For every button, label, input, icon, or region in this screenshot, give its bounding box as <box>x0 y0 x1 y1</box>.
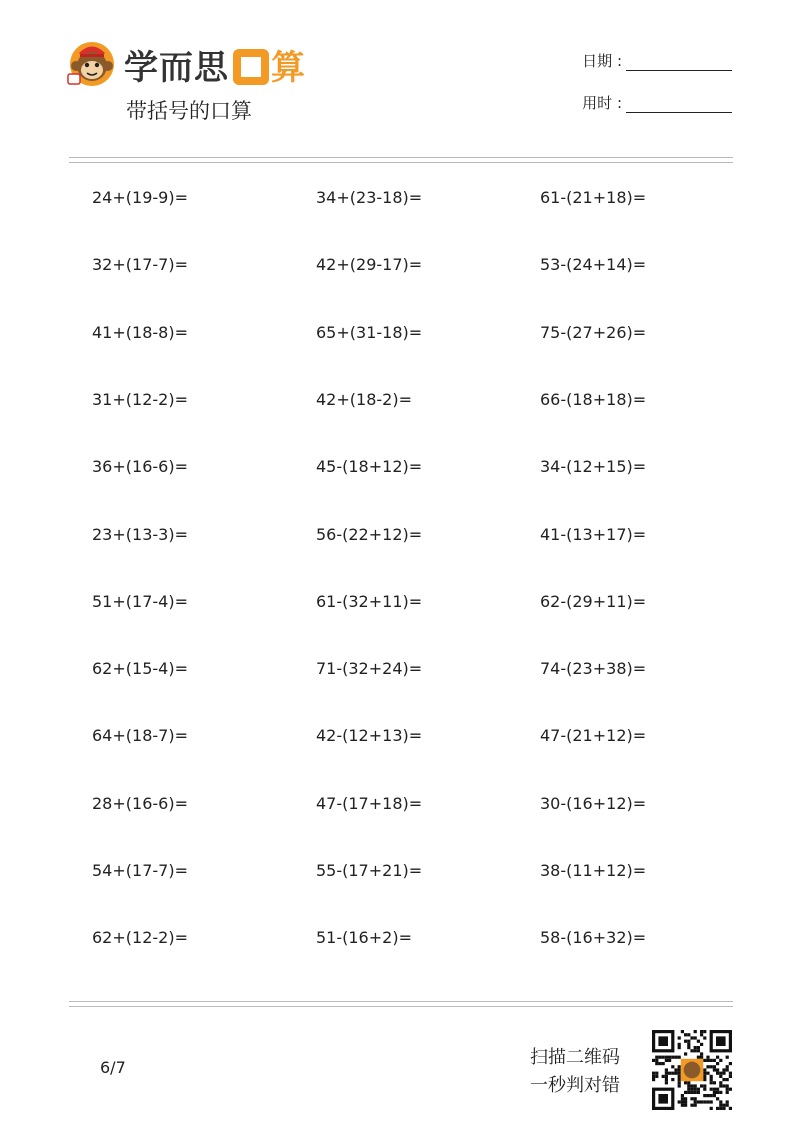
problem-item: 64+(18-7)= <box>92 726 188 746</box>
divider <box>69 157 733 158</box>
monkey-mascot-icon <box>66 36 118 88</box>
problem-item: 61-(32+11)= <box>316 591 423 611</box>
problem-item: 51-(16+2)= <box>316 928 412 948</box>
divider <box>69 1006 733 1007</box>
problem-item: 47-(17+18)= <box>316 793 423 813</box>
brand-title <box>124 40 306 89</box>
problem-item: 45-(18+12)= <box>316 457 423 477</box>
problem-item: 61-(21+18)= <box>540 188 647 207</box>
problem-item: 31+(12-2)= <box>92 389 188 409</box>
problem-item: 62-(29+11)= <box>540 591 647 611</box>
problem-item: 58-(16+32)= <box>540 928 647 948</box>
problem-item: 42+(29-17)= <box>316 255 423 275</box>
problem-item: 34+(23-18)= <box>316 188 423 207</box>
time-field[interactable] <box>582 92 732 113</box>
problem-item: 38-(11+12)= <box>540 861 647 880</box>
problem-item: 42-(12+13)= <box>316 726 423 746</box>
date-blank[interactable] <box>626 54 732 71</box>
problem-item: 32+(17-7)= <box>92 255 188 275</box>
problem-item: 66-(18+18)= <box>540 389 647 409</box>
problem-item: 34-(12+15)= <box>540 457 647 477</box>
scan-caption <box>530 1044 620 1100</box>
problem-item: 75-(27+26)= <box>540 322 647 342</box>
problem-item: 42+(18-2)= <box>316 389 412 409</box>
problem-item: 41-(13+17)= <box>540 524 647 544</box>
problem-item: 47-(21+12)= <box>540 726 647 746</box>
brand-accent-text: 算 <box>271 48 306 88</box>
worksheet-header <box>0 0 800 160</box>
problem-item: 23+(13-3)= <box>92 524 188 544</box>
problem-item: 41+(18-8)= <box>92 322 188 342</box>
problem-item: 62+(12-2)= <box>92 928 188 948</box>
qr-code-icon[interactable] <box>652 1030 732 1110</box>
problem-item: 30-(16+12)= <box>540 793 647 813</box>
page-number: 6/7 <box>100 1058 126 1077</box>
date-label: 日期 : <box>582 52 622 70</box>
problem-item: 55-(17+21)= <box>316 861 423 880</box>
problem-item: 71-(32+24)= <box>316 659 423 679</box>
time-label: 用时 : <box>582 94 622 112</box>
problem-item: 28+(16-6)= <box>92 793 188 813</box>
worksheet-subtitle: 带括号的口算 <box>126 99 252 123</box>
problem-item: 65+(31-18)= <box>316 322 423 342</box>
divider <box>69 1001 733 1002</box>
problem-item: 62+(15-4)= <box>92 659 188 679</box>
scan-line-1: 扫描二维码 <box>530 1047 620 1068</box>
problem-item: 54+(17-7)= <box>92 861 188 880</box>
problem-item: 36+(16-6)= <box>92 457 188 477</box>
problem-item: 24+(19-9)= <box>92 188 188 207</box>
brand-box-icon <box>233 49 269 85</box>
date-field[interactable] <box>582 50 732 71</box>
problem-item: 74-(23+38)= <box>540 659 647 679</box>
problem-item: 51+(17-4)= <box>92 591 188 611</box>
problem-item: 56-(22+12)= <box>316 524 423 544</box>
problem-item: 53-(24+14)= <box>540 255 647 275</box>
time-blank[interactable] <box>626 96 732 113</box>
divider <box>69 162 733 163</box>
brand-text: 学而思 <box>124 48 229 88</box>
scan-line-2: 一秒判对错 <box>530 1075 620 1096</box>
